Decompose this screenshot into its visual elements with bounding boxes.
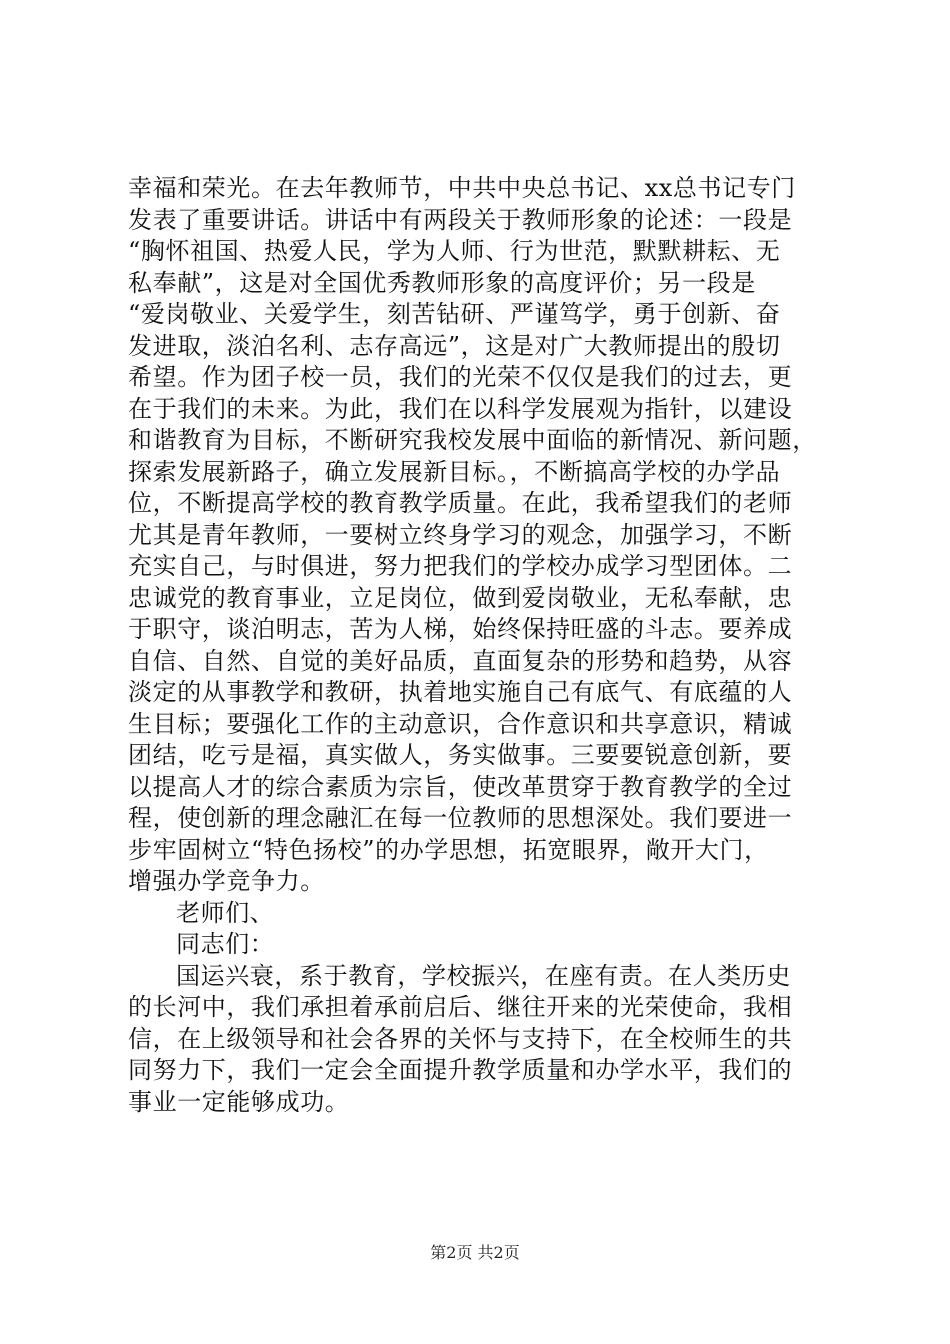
paragraph-1-line: 淡定的从事教学和教研，执着地实施自己有底气、有底蕴的人 (128, 678, 793, 706)
paragraph-1-line: 增强办学竞争力。 (128, 867, 325, 895)
paragraph-1-line: 幸福和荣光。在去年教师节，中共中央总书记、xx总书记专门 (128, 174, 796, 202)
paragraph-1-line: 充实自己，与时俱进，努力把我们的学校办成学习型团体。二 (128, 552, 793, 580)
paragraph-1-line: 团结，吃亏是福，真实做人，务实做事。三要要锐意创新，要 (128, 741, 793, 769)
paragraph-1-line: 位，不断提高学校的教育教学质量。在此，我希望我们的老师 (128, 489, 793, 517)
paragraph-1-line: 尤其是青年教师，一要树立终身学习的观念，加强学习，不断 (128, 520, 793, 549)
paragraph-1-line: 探索发展新路子，确立发展新目标。，不断搞高学校的办学品 (128, 457, 781, 486)
paragraph-1-line: 发表了重要讲话。讲话中有两段关于教师形象的论述：一段是 (128, 205, 793, 234)
paragraph-1-line: 和谐教育为目标，不断研究我校发展中面临的新情况、新问题， (128, 426, 817, 454)
paragraph-1-line: 希望。作为团子校一员，我们的光荣不仅仅是我们的过去，更 (128, 363, 793, 391)
paragraph-1-line: 于职守，谈泊明志，苦为人梯，始终保持旺盛的斗志。要养成 (128, 615, 793, 643)
body-text (128, 173, 840, 1118)
paragraph-1-line: 发进取，淡泊名利、志存高远”，这是对广大教师提出的殷切 (128, 331, 781, 360)
paragraph-1-line: 私奉献”，这是对全国优秀教师形象的高度评价；另一段是 (128, 268, 756, 297)
paragraph-1-line: 忠诚党的教育事业，立足岗位，做到爱岗敬业，无私奉献，忠 (128, 583, 793, 612)
salutation-teachers: 老师们、 (176, 898, 275, 927)
page-number-label: 第2页 共2页 (430, 1243, 520, 1262)
paragraph-2-line: 的长河中，我们承担着承前启后、继往开来的光荣使命，我相 (128, 993, 793, 1021)
paragraph-1-line: 在于我们的未来。为此，我们在以科学发展观为指针，以建设 (128, 394, 793, 423)
paragraph-1-line: 生目标；要强化工作的主动意识，合作意识和共享意识，精诚 (128, 709, 793, 738)
page-footer (0, 1243, 950, 1263)
paragraph-1-line: 以提高人才的综合素质为宗旨，使改革贯穿于教育教学的全过 (128, 772, 793, 801)
paragraph-2-line: 同努力下，我们一定会全面提升教学质量和办学水平，我们的 (128, 1056, 793, 1084)
paragraph-1-line: 步牢固树立“特色扬校”的办学思想，拓宽眼界，敞开大门， (128, 835, 769, 864)
paragraph-2-line: 信，在上级领导和社会各界的关怀与支持下，在全校师生的共 (128, 1024, 793, 1053)
paragraph-1-line: “胸怀祖国、热爱人民，学为人师、行为世范，默默耕耘、无 (128, 237, 781, 265)
paragraph-2-line: 国运兴衰，系于教育，学校振兴，在座有责。在人类历史 (176, 961, 791, 990)
paragraph-1-line: “爱岗敬业、关爱学生，刻苦钻研、严谨笃学，勇于创新、奋 (128, 300, 781, 328)
paragraph-2-line: 事业一定能够成功。 (128, 1087, 350, 1116)
paragraph-1-line: 程，使创新的理念融汇在每一位教师的思想深处。我们要进一 (128, 804, 793, 832)
paragraph-1-line: 自信、自然、自觉的美好品质，直面复杂的形势和趋势，从容 (128, 646, 793, 675)
salutation-comrades: 同志们： (176, 930, 275, 958)
